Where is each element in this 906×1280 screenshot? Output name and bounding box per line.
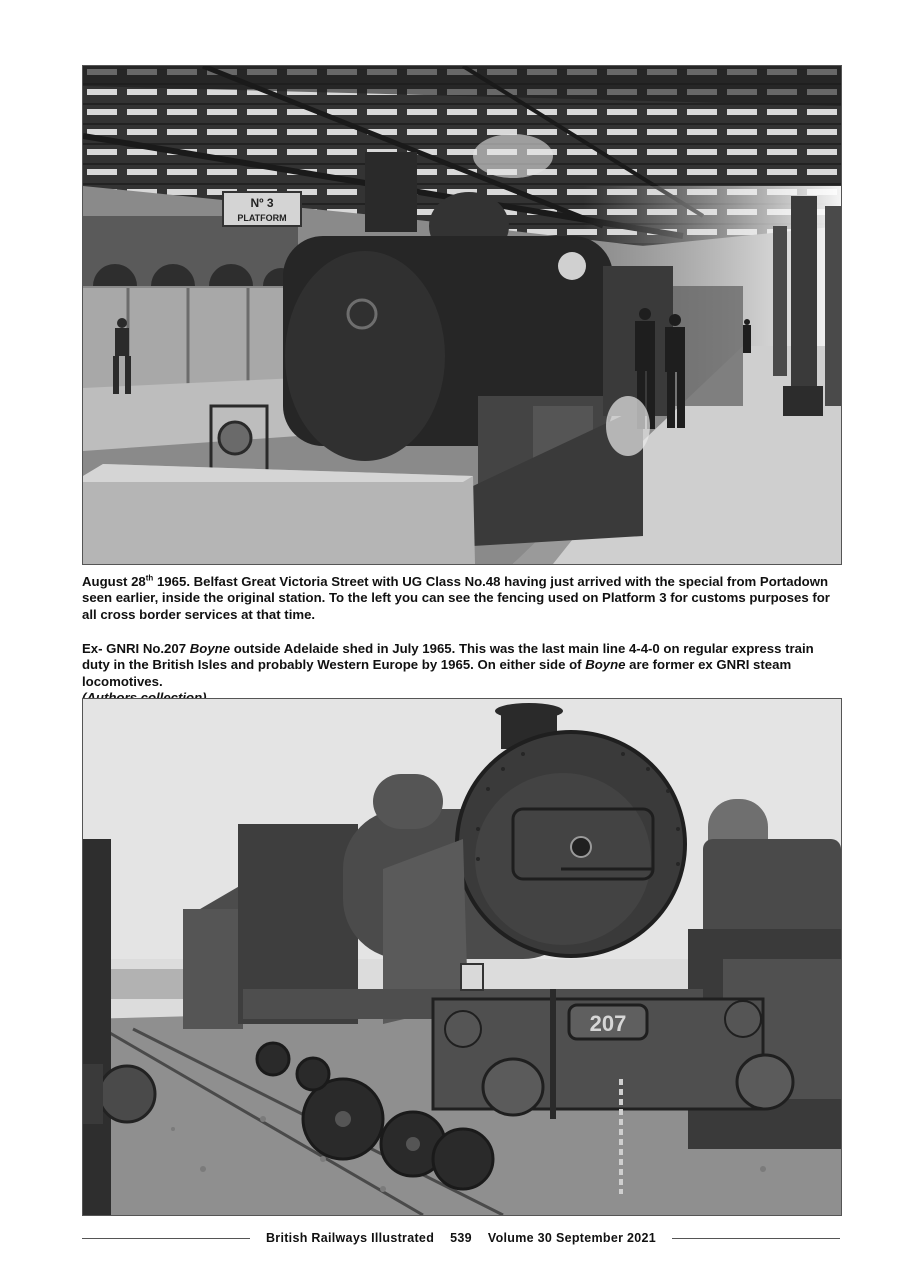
caption-date-text: August 28 [82,574,146,589]
photo-caption-station [82,574,842,623]
footer-publication: British Railways Illustrated [265,1231,435,1245]
caption-station-text: 1965. Belfast Great Victoria Street with UG Class No.48 having just arrived with the special from Portadown seen earlier, inside the original station. To the left you can see the fencing used on Platform 3 for customs purposes for all cross border services at that time. [82,574,830,622]
photo-locomotive-207 [82,698,842,1216]
caption-boyne-text-1: Ex- GNRI No.207 [82,641,190,656]
photo-caption-boyne [82,641,842,707]
smokebox-number-plate: 207 [589,1011,627,1036]
caption-boyne-name-2: Boyne [585,657,626,673]
caption-boyne-text-3: are former ex GNRI steam locomotives. [82,657,792,689]
footer-rule-right [672,1238,840,1239]
footer-rule-left [82,1238,250,1239]
footer-text [250,1231,672,1245]
photo-station-platform-image [83,66,841,564]
platform-sign-number: Nº 3 [250,196,274,210]
caption-boyne-text-2: outside Adelaide shed in July 1965. This was the last main line 4-4-0 on regular express train duty in the British Isles and probably Western Europe by 1965. On either side of [82,641,814,673]
platform-sign-label: PLATFORM [237,213,287,223]
footer-page-number: 539 [450,1231,472,1245]
footer-issue: Volume 30 September 2021 [487,1231,657,1245]
caption-date-suffix: th [145,573,154,583]
photo-locomotive-207-image [83,699,841,1215]
caption-boyne-name-1: Boyne [189,641,231,656]
page-footer [82,1229,840,1247]
photo-station-platform [82,65,842,565]
